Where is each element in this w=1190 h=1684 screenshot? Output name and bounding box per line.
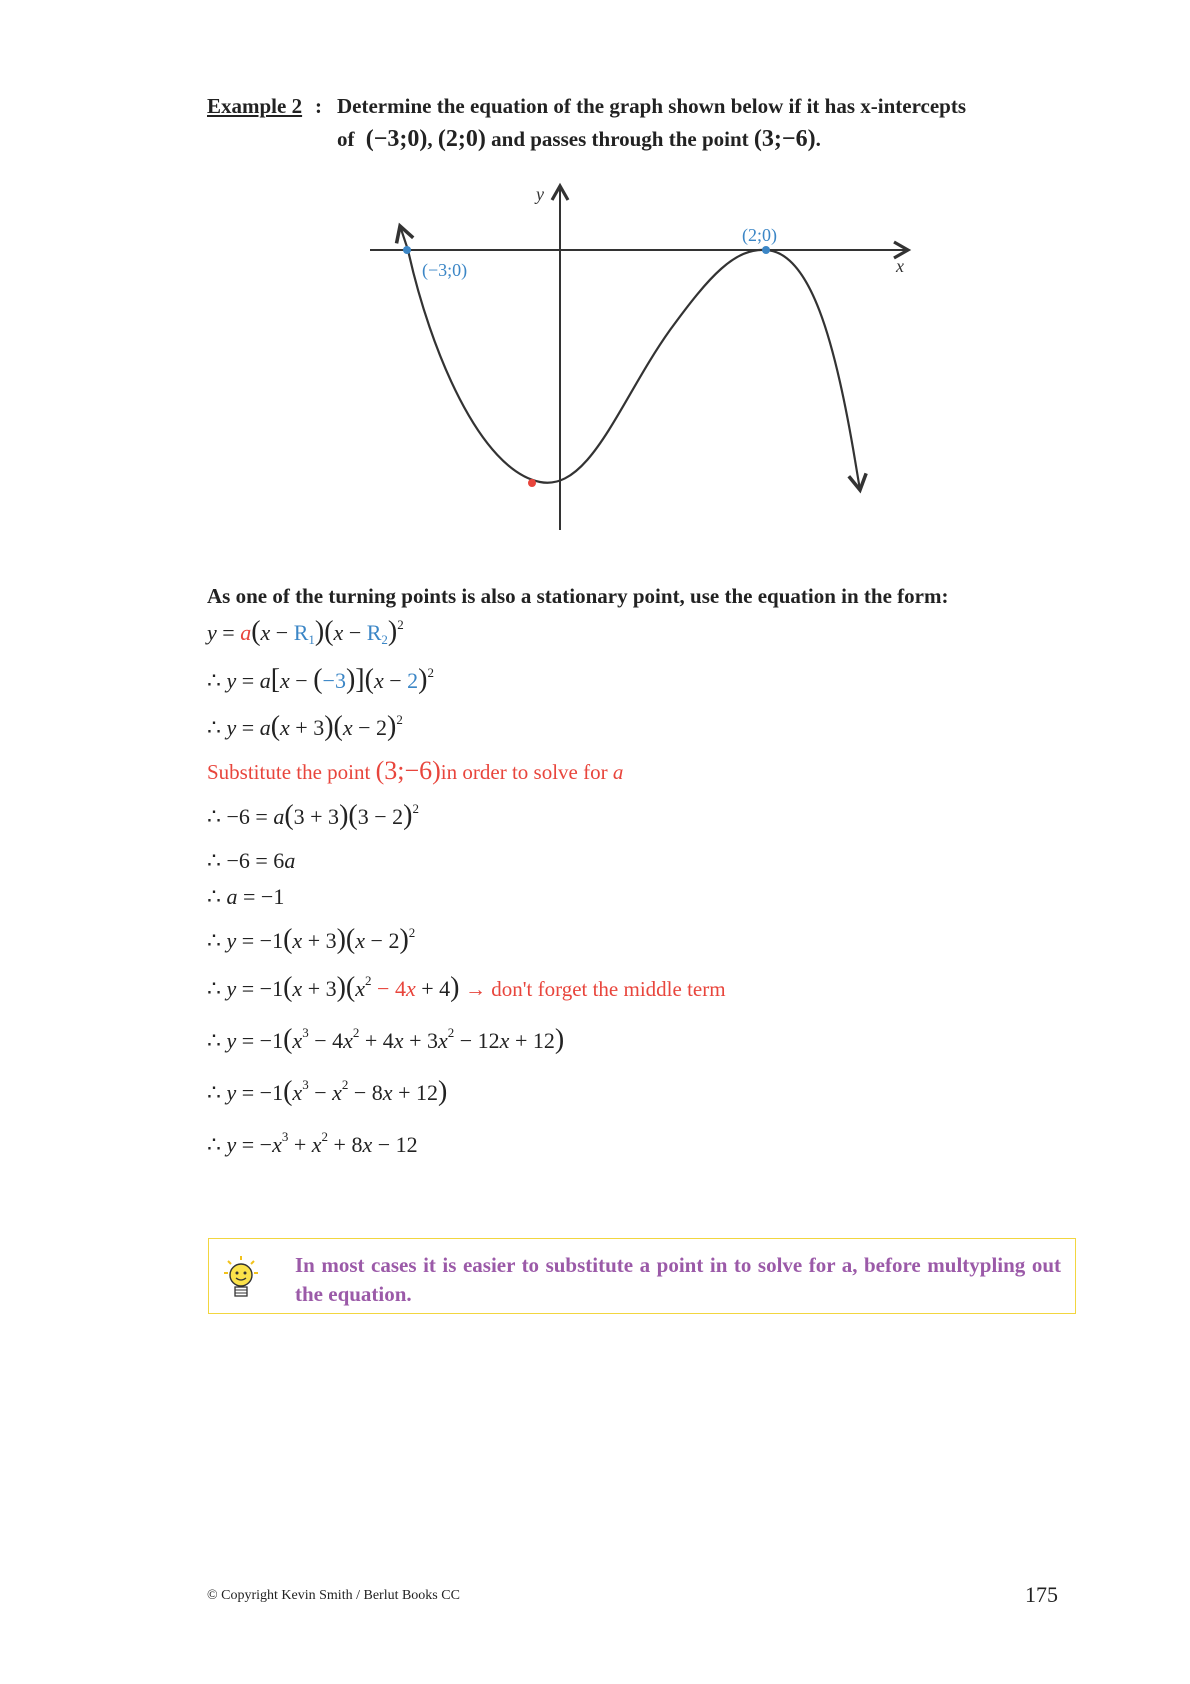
intercept-right-label: (2;0) [742,225,777,245]
equation-line-11: ∴ $y = -x^3 + x^2 + 8x - 12$ [207,1129,418,1157]
example-question-line2 [337,126,821,153]
substitute-note-tail: in order to solve for [440,760,608,784]
equation-line-6: ∴ a = −1 [207,884,285,909]
y-axis-label: y [536,184,544,204]
point-a: (−3;0) [365,126,428,152]
form-intro: As one of the turning points is also a stationary point, use the equation in the form: [207,584,949,608]
example-colon: : [315,94,322,118]
curve-right-arrow [855,460,860,490]
equation-line-5: ∴ −6 = 6a [207,848,296,873]
cubic-curve [408,250,855,483]
example-question-line1: Determine the equation of the graph shown below if it has x-intercepts [337,94,966,118]
equation-line-1: $y = a(x - R_1)(x - R_2)^2$ [207,616,404,647]
comma: , [427,127,433,151]
intercept-right-point [762,246,770,254]
line2-mid: and passes through the point [491,127,749,151]
equation-line-9: ∴ $y = -1(x^3 - 4x^2 + 4x + 3x^2 - 12x + 12)$ [207,1024,565,1055]
turning-point-min [528,479,536,487]
middle-term-note: → don't forget the middle term [464,977,726,1001]
page-number: 175 [1025,1582,1058,1607]
point-c: (3;−6) [753,126,816,152]
equation-line-4: ∴ $-6 = a(3 + 3)(3 - 2)^2$ [207,800,419,831]
substitute-note [207,756,623,786]
line2-prefix: of [337,127,355,151]
equation-line-7: ∴ $y = -1(x + 3)(x - 2)^2$ [207,924,416,955]
cubic-graph [370,180,930,540]
equation-line-10: ∴ $y = -1(x^3 - x^2 - 8x + 12)$ [207,1076,448,1107]
substitute-note-var: a [612,760,624,784]
copyright: © Copyright Kevin Smith / Berlut Books CC [207,1588,460,1603]
substitute-note-point: (3;−6) [375,756,441,785]
tip-text: In most cases it is easier to substitute a point in to solve for a, before multypling out the equation. [295,1253,1061,1306]
intercept-left-label: (−3;0) [422,260,468,280]
equation-line-3: ∴ $y = a(x + 3)(x - 2)^2$ [207,711,403,742]
lightbulb-icon [223,1255,259,1303]
substitute-note-text: Substitute the point [207,760,371,784]
example-label: Example 2 [207,94,303,118]
x-axis-label: x [896,256,904,276]
point-b: (2;0) [437,126,486,152]
tip-box [208,1238,1076,1314]
period: . [815,127,821,151]
intercept-left-point [403,246,411,254]
equation-line-2: ∴ $y = a[x - (-3)](x - 2)^2$ [207,664,434,695]
equation-line-8: ∴ $y = -1(x + 3)(x^2 - 4x + 4) \to don't$ forget the middle term [207,972,726,1003]
